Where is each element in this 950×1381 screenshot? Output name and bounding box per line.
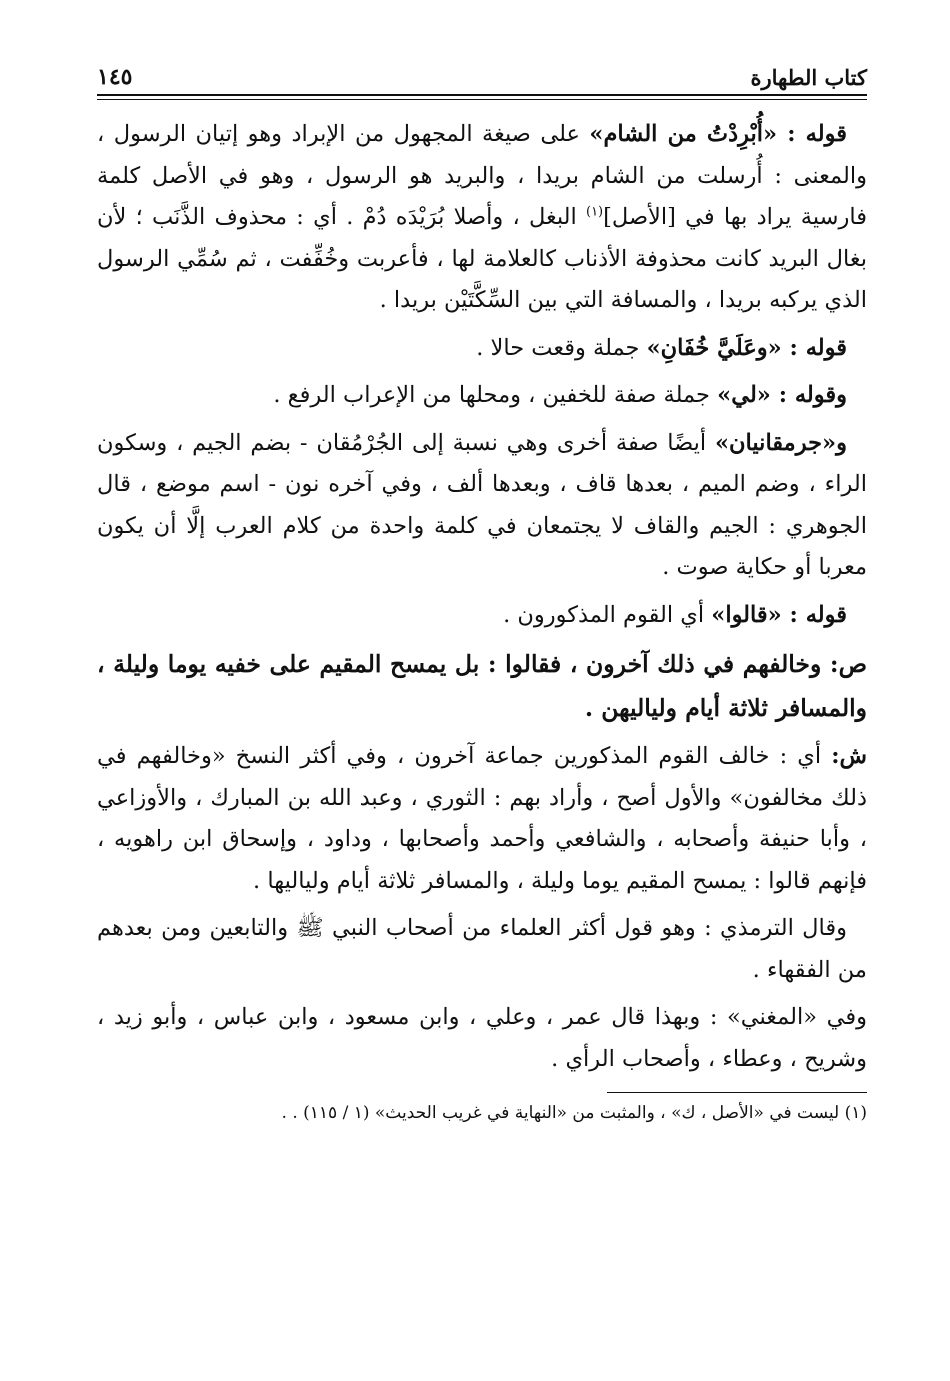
paragraph-1-phrase: «أُبْرِدْتُ من الشام» — [589, 121, 778, 147]
header-rule-thick — [97, 94, 867, 96]
matn-paragraph: ص: وخالفهم في ذلك آخرون ، فقالوا : بل يمسح المقيم على خفيه يوما وليلة ، والمسافر ثلاثة أيام ولياليهن . — [97, 650, 867, 722]
paragraph-3-text: جملة صفة للخفين ، ومحلها من الإعراب الرفع . — [273, 382, 718, 408]
paragraph-2-phrase: «وعَلَيَّ خُفَانِ» — [646, 334, 782, 361]
page-body — [97, 114, 867, 1080]
paragraph-7-text: أي : خالف القوم المذكورين جماعة آخرون ، وفي أكثر النسخ «وخالفهم في ذلك مخالفون» والأول أصح ، وأراد بهم : الثوري ، وعبد الله بن المبارك ، والأوزاعي ، وأبا حنيفة وأصحابه ، والشافعي وأحمد وأصحابها ، وداود ، وإسحاق ابن راهويه ، فإنهم قالوا : يمسح المقيم يوما وليلة ، والمسافر ثلاثة أيام ولياليها . — [97, 743, 867, 894]
paragraph-1-text: على صيغة المجهول من الإبراد وهو إتيان الرسول ، والمعنى : أُرسلت من الشام بريدا ، والبريد هو الرسول ، وهو في الأصل كلمة فارسية يراد بها في [الأصل] — [97, 121, 867, 230]
footnote: (١) ليست في «الأصل ، ك» ، والمثبت من «النهاية في غريب الحديث» (١ / ١١٥) . . — [281, 1103, 867, 1123]
footnote-rule — [607, 1092, 867, 1093]
header-rule-thin — [97, 99, 867, 100]
paragraph-7-lead: ش: — [831, 743, 867, 769]
page-number: ١٤٥ — [97, 64, 133, 90]
paragraph-5-text: أي القوم المذكورون . — [503, 601, 712, 628]
paragraph-2-lead: قوله : — [781, 334, 847, 361]
footnote-ref: (١) — [585, 204, 604, 220]
paragraph-2-text: جملة وقعت حالا . — [476, 334, 647, 361]
paragraph-5-lead: قوله : — [781, 601, 847, 628]
paragraph-4 — [97, 423, 867, 589]
paragraph-8: وقال الترمذي : وهو قول أكثر العلماء من أصحاب النبي ﷺ والتابعين ومن بعدهم من الفقهاء . — [97, 915, 867, 983]
book-page — [97, 50, 867, 1123]
paragraph-1-lead: قوله : — [777, 121, 847, 147]
paragraph-4-text: أيضًا صفة أخرى وهي نسبة إلى الجُرْمُقان - بضم الجيم ، وسكون الراء ، وضم الميم ، بعدها قاف ، وبعدها ألف ، وفي آخره نون - اسم موضع ، قال الجوهري : الجيم والقاف لا يجتمعان في كلمة واحدة من كلام العرب إلَّا أن يكون معربا أو حكاية صوت . — [97, 429, 867, 580]
paragraph-5 — [97, 595, 867, 637]
paragraph-1 — [97, 114, 867, 322]
paragraph-1-text-2: البغل ، وأصلا بُرَيْدَه دُمْ . أي : محذوف الذَّنَب ؛ لأن بغال البريد كانت محذوفة الأذناب كالعلامة لها ، فأعربت وخُفِّفت ، ثم سُمِّي الرسول الذي يركبه بريدا ، والمسافة التي بين السِّكَّتَيْن بريدا . — [97, 204, 867, 313]
paragraph-7 — [97, 736, 867, 902]
paragraph-4-lead: و — [836, 429, 847, 456]
page-header — [97, 50, 867, 90]
book-title: كتاب الطهارة — [750, 65, 867, 90]
paragraph-9: وفي «المغني» : وبهذا قال عمر ، وعلي ، وابن مسعود ، وابن عباس ، وأبو زيد ، وشريح ، وعطاء ، وأصحاب الرأي . — [97, 1004, 867, 1072]
paragraph-4-phrase: «جرمقانيان» — [714, 429, 837, 456]
paragraph-2 — [97, 328, 867, 370]
paragraph-5-phrase: «قالوا» — [711, 601, 782, 628]
paragraph-3-phrase: «لي» — [717, 382, 771, 408]
paragraph-3-lead: وقوله : — [770, 382, 847, 408]
paragraph-3 — [97, 375, 867, 417]
